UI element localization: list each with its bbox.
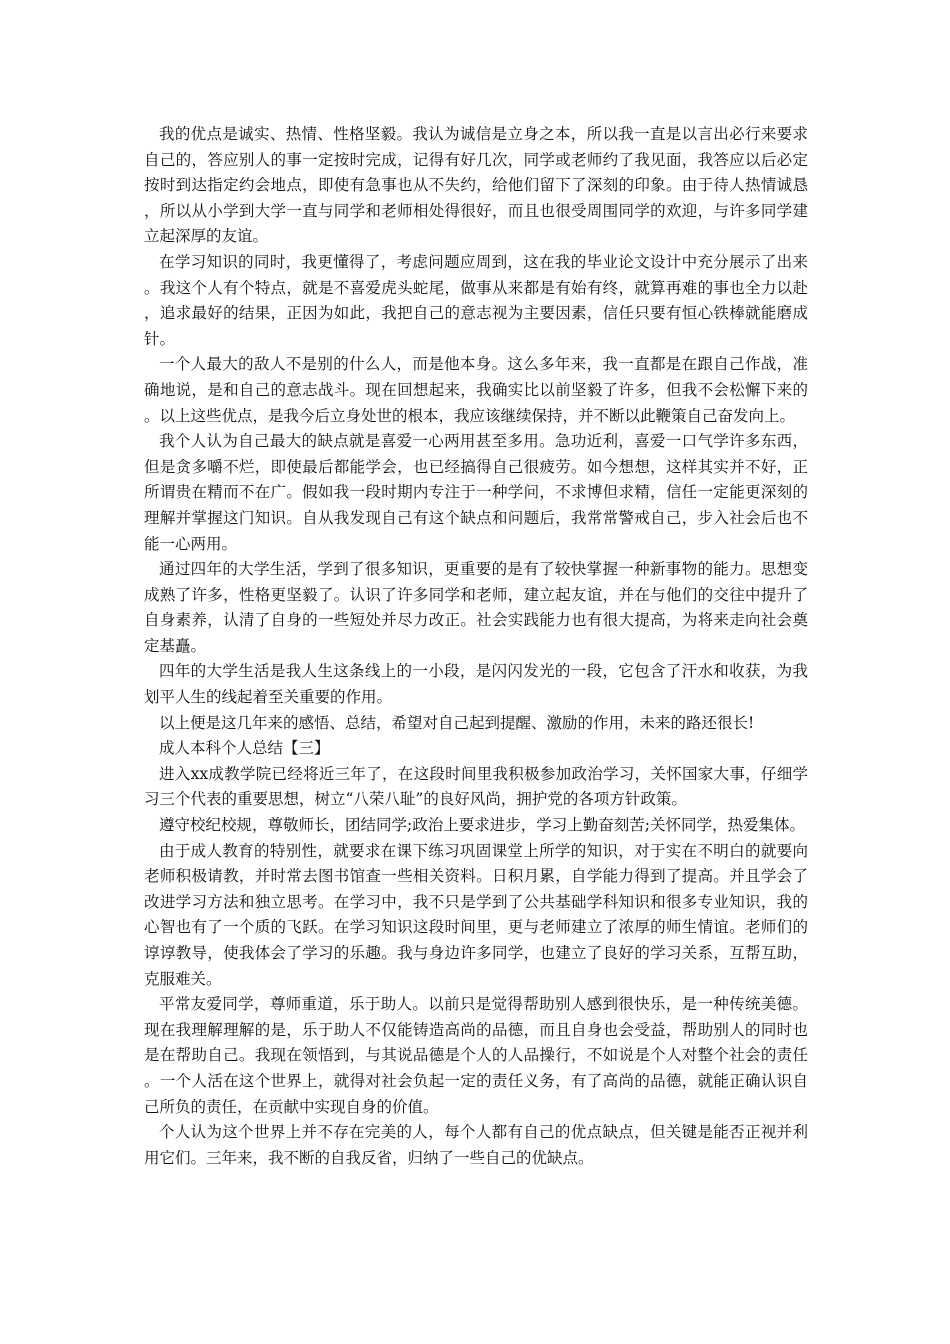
document-body — [144, 122, 808, 1171]
paragraph-self-reflection: 个人认为这个世界上并不存在完美的人，每个人都有自己的优点缺点，但关键是能否正视并利用它们。三年来，我不断的自我反省，归纳了一些自己的优缺点。 — [144, 1123, 808, 1167]
paragraph-political-study: 进入xx成教学院已经将近三年了，在这段时间里我积极参加政治学习，关怀国家大事，仔细学习三个代表的重要思想，树立“八荣八耻”的良好风尚，拥护党的各项方针政策。 — [144, 764, 808, 809]
paragraph-discipline: 遵守校纪校规，尊敬师长，团结同学;政治上要求进步，学习上勤奋刻苦;关怀同学，热爱集体。 — [159, 816, 805, 835]
paragraph-university-gains: 通过四年的大学生活，学到了很多知识，更重要的是有了较快掌握一种新事物的能力。思想变成熟了许多，性格更坚毅了。认识了许多同学和老师，建立起友谊，并在与他们的交往中提升了自身素养，认清了自身的一些短处并尽力改正。社会实践能力也有很大提高，为将来走向社会奠定基矗。 — [144, 560, 808, 655]
paragraph-helping-others: 平常友爱同学，尊师重道，乐于助人。以前只是觉得帮助别人感到很快乐，是一种传统美德。现在我理解理解的是，乐于助人不仅能铸造高尚的品德，而且自身也会受益，帮助别人的同时也是在帮助自己。我现在领悟到，与其说品德是个人的人品操行，不如说是个人对整个社会的责任。一个人活在这个世界上，就得对社会负起一定的责任义务，有了高尚的品德，就能正确认识自己所负的责任，在贡献中实现自身的价值。 — [144, 995, 808, 1116]
paragraph-self-struggle: 一个人最大的敌人不是别的什么人，而是他本身。这么多年来，我一直都是在跟自己作战，准确地说，是和自己的意志战斗。现在回想起来，我确实比以前坚毅了许多，但我不会松懈下来的。以上这些优点，是我今后立身处世的根本，我应该继续保持，并不断以此鞭策自己奋发向上。 — [144, 355, 808, 425]
paragraph-conclusion: 以上便是这几年来的感悟、总结，希望对自己起到提醒、激励的作用，未来的路还很长! — [159, 713, 755, 732]
section-heading: 成人本科个人总结【三】 — [159, 739, 330, 758]
paragraph-learning-thoroughness: 在学习知识的同时，我更懂得了，考虑问题应周到，这在我的毕业论文设计中充分展示了出来。我这个人有个特点，就是不喜爱虎头蛇尾，做事从来都是有始有终，就算再难的事也全力以赴，追求最好的结果，正因为如此，我把自己的意志视为主要因素，信任只要有恒心铁棒就能磨成针。 — [144, 252, 808, 348]
paragraph-self-study: 由于成人教育的特别性，就要求在课下练习巩固课堂上所学的知识，对于实在不明白的就要向老师积极请教，并时常去图书馆查一些相关资料。日积月累，自学能力得到了提高。并且学会了改进学习方法和独立思考。在学习中，我不只是学到了公共基础学科知识和很多专业知识，我的心智也有了一个质的飞跃。在学习知识这段时间里，更与老师建立了浓厚的师生情谊。老师们的谆谆教导，使我体会了学习的乐趣。我与身边许多同学，也建立了良好的学习关系，互帮互助，克服难关。 — [144, 841, 808, 988]
paragraph-university-life: 四年的大学生活是我人生这条线上的一小段，是闪闪发光的一段，它包含了汗水和收获，为我划平人生的线起着至关重要的作用。 — [144, 662, 808, 707]
paragraph-strengths: 我的优点是诚实、热情、性格坚毅。我认为诚信是立身之本，所以我一直是以言出必行来要求自己的，答应别人的事一定按时完成，记得有好几次，同学或老师约了我见面，我答应以后必定按时到达指定约会地点，即使有急事也从不失约，给他们留下了深刻的印象。由于待人热情诚恳，所以从小学到大学一直与同学和老师相处得很好，而且也很受周围同学的欢迎，与许多同学建立起深厚的友谊。 — [144, 125, 808, 246]
paragraph-weakness: 我个人认为自己最大的缺点就是喜爱一心两用甚至多用。急功近利，喜爱一口气学许多东西，但是贪多嚼不烂，即使最后都能学会，也已经搞得自己很疲劳。如今想想，这样其实并不好，正所谓贵在精而不在广。假如我一段时期内专注于一种学问，不求博但求精，信任一定能更深刻的理解并掌握这门知识。自从我发现自己有这个缺点和问题后，我常常警戒自己，步入社会后也不能一心两用。 — [144, 432, 808, 553]
